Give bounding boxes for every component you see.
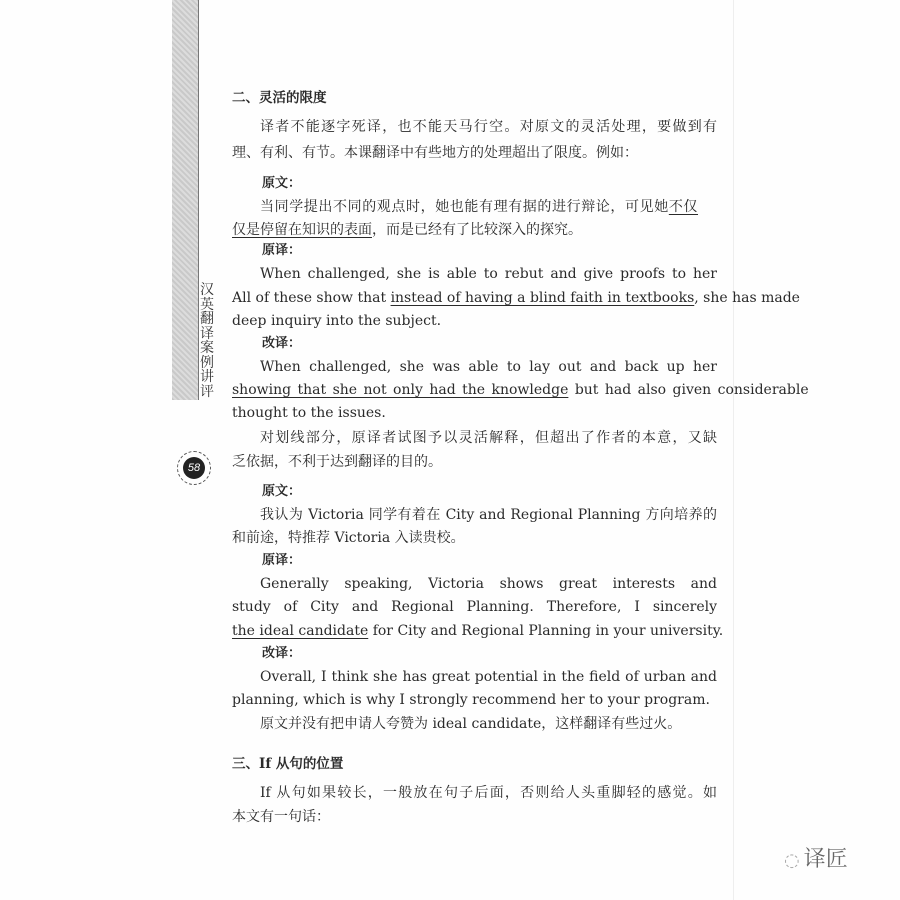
paragraph-line: 原文并没有把申请人夸赞为 ideal candidate，这样翻译有些过火。: [260, 716, 682, 732]
paragraph-line: Overall, I think she has great potential in the field of urban and: [260, 669, 717, 685]
paragraph-line: If 从句如果较长，一般放在句子后面，否则给人头重脚轻的感觉。如: [260, 785, 717, 801]
label-revised: 改译：: [262, 646, 302, 661]
label-revised: 改译：: [262, 336, 302, 351]
paragraph-line: 理、有利、有节。本课翻译中有些地方的处理超出了限度。例如：: [232, 145, 638, 161]
paragraph-line: When challenged, she is able to rebut and give proofs to her: [260, 266, 717, 282]
page-edge: [733, 0, 734, 900]
paragraph-line: thought to the issues.: [232, 405, 386, 421]
paragraph-line: 本文有一句话：: [232, 809, 330, 825]
paragraph-line: 译者不能逐字死译，也不能天马行空。对原文的灵活处理，要做到有: [260, 119, 717, 135]
page-number: 58: [183, 457, 205, 479]
margin-divider: [198, 0, 199, 400]
paragraph-line: 当同学提出不同的观点时，她也能有理有据的进行辩论，可见她不仅: [260, 199, 699, 215]
paragraph-line: 我认为 Victoria 同学有着在 City and Regional Planning 方向培养的: [260, 507, 717, 523]
paragraph-line: 乏依据，不利于达到翻译的目的。: [232, 454, 442, 470]
wechat-icon: ◌: [784, 850, 800, 871]
paragraph-line: planning, which is why I strongly recommend her to your program.: [232, 692, 710, 708]
paragraph-line: showing that she not only had the knowledge but had also given considerable: [232, 382, 809, 398]
paragraph-line: study of City and Regional Planning. Therefore, I sincerely: [232, 599, 717, 615]
margin-stripe: [172, 0, 198, 400]
label-original: 原文：: [262, 484, 302, 499]
paragraph-line: 和前途，特推荐 Victoria 入读贵校。: [232, 530, 465, 546]
paragraph-line: the ideal candidate for City and Regional Planning in your university.: [232, 623, 724, 639]
paragraph-line: Generally speaking, Victoria shows great interests and: [260, 576, 717, 592]
paragraph-line: When challenged, she was able to lay out and back up her: [260, 359, 717, 375]
paragraph-line: deep inquiry into the subject.: [232, 313, 442, 329]
label-translation: 原译：: [262, 553, 302, 568]
paragraph-line: 对划线部分，原译者试图予以灵活解释，但超出了作者的本意，又缺: [260, 430, 717, 446]
section-heading: 三、If 从句的位置: [232, 756, 344, 772]
page-number-badge: [177, 451, 211, 485]
section-heading: 二、灵活的限度: [232, 90, 327, 106]
label-original: 原文：: [262, 176, 302, 191]
book-title-vertical: 汉英翻译案例讲评: [200, 282, 214, 400]
watermark: ◌ 译匠: [784, 847, 848, 872]
paragraph-line: All of these show that instead of having a blind faith in textbooks, she has made: [232, 290, 800, 306]
paragraph-line: 仅是停留在知识的表面，而是已经有了比较深入的探究。: [232, 222, 582, 238]
label-translation: 原译：: [262, 243, 302, 258]
